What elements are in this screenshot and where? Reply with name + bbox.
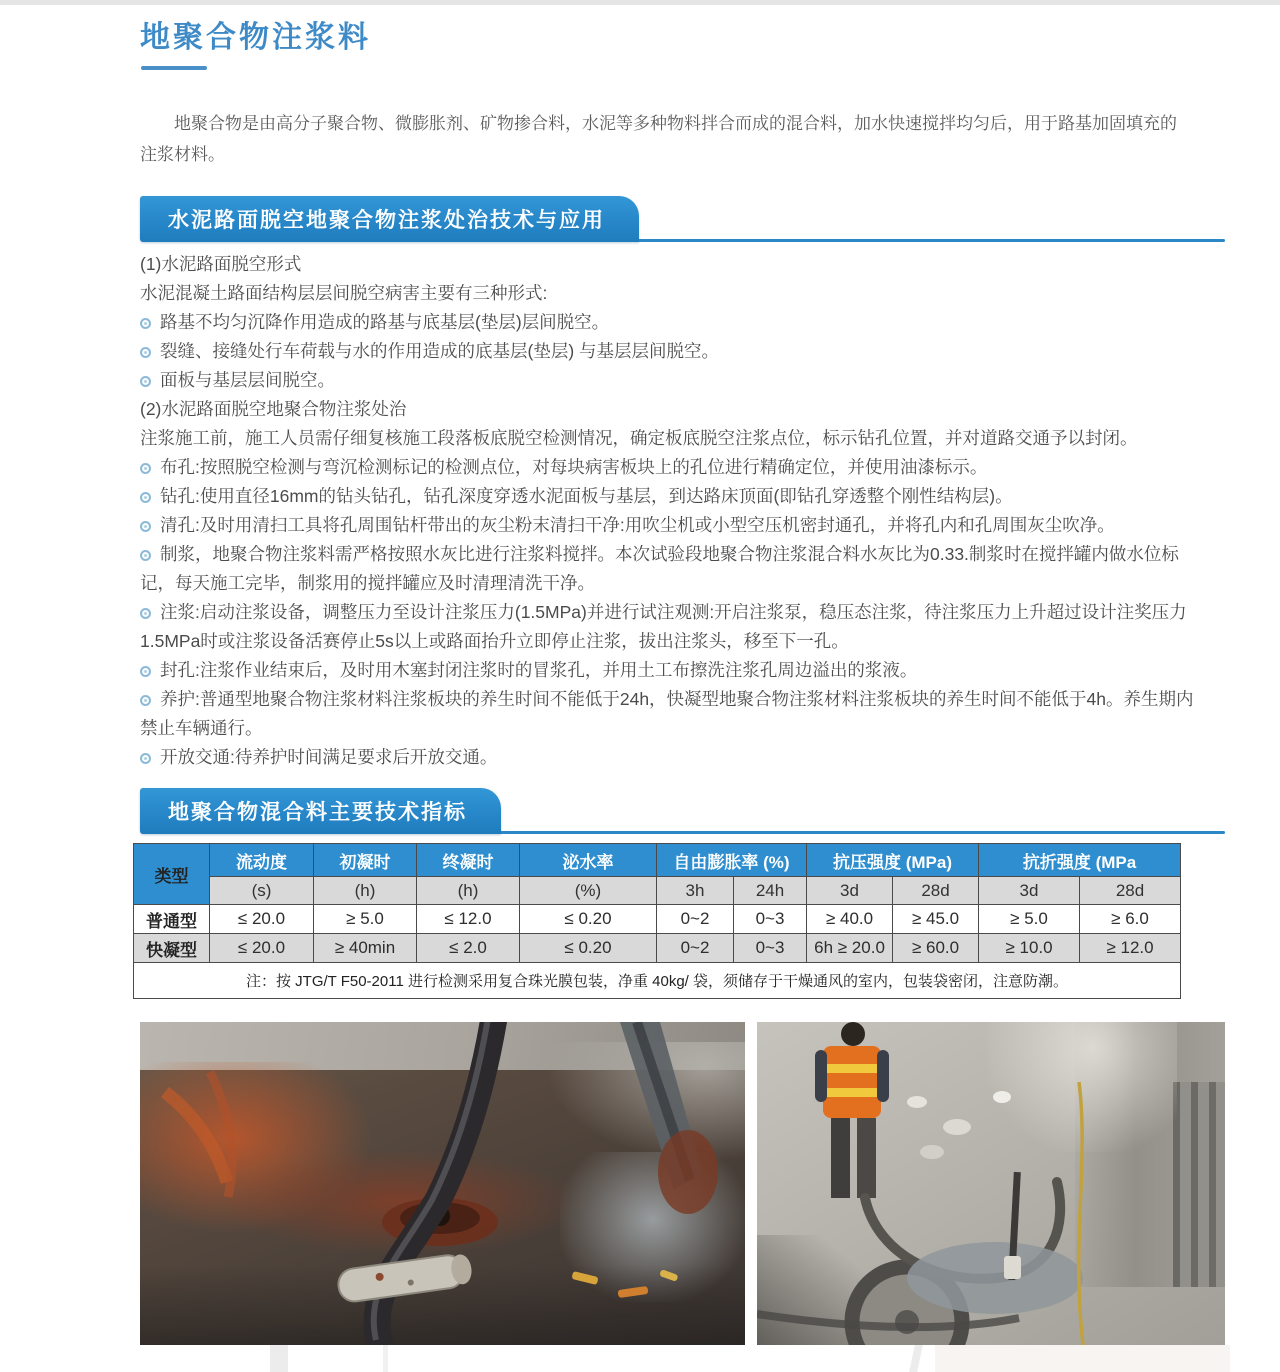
value-cell: ≥ 12.0 [1080, 934, 1181, 963]
ring-bullet-icon [140, 550, 151, 561]
line-text: 水泥混凝土路面结构层层间脱空病害主要有三种形式: [140, 283, 548, 303]
ring-bullet-icon [140, 492, 151, 503]
ring-bullet-icon [140, 376, 151, 387]
value-cell: 0~2 [657, 934, 734, 963]
section-banner-process [140, 196, 1225, 242]
bottom-artifact [909, 1345, 923, 1372]
column-group-header: 抗压强度 (MPa) [807, 844, 979, 877]
column-group-header: 自由膨胀率 (%) [657, 844, 807, 877]
value-cell: ≤ 2.0 [417, 934, 520, 963]
ring-bullet-icon [140, 666, 151, 677]
column-group-header: 抗折强度 (MPa [979, 844, 1181, 877]
value-cell: ≥ 5.0 [979, 905, 1080, 934]
photo-worker-art [757, 1022, 1225, 1345]
value-cell: ≥ 40min [314, 934, 417, 963]
bottom-artifact [935, 1345, 1230, 1372]
table-row [134, 905, 1181, 934]
column-subheader: 3d [979, 877, 1080, 905]
value-cell: ≤ 20.0 [210, 934, 314, 963]
bottom-artifact [383, 1345, 388, 1372]
column-header: 初凝时 [314, 844, 417, 877]
bottom-artifact [270, 1345, 288, 1372]
column-subheader: 24h [734, 877, 807, 905]
row-type-cell: 快凝型 [134, 934, 210, 963]
process-bullet-line [140, 743, 1208, 772]
table-note: 注：按 JTG/T F50-2011 进行检测采用复合珠光膜包装，净重 40kg/ 袋，须储存于干燥通风的室内，包装袋密闭，注意防潮。 [134, 963, 1181, 999]
process-text-line [140, 279, 1208, 308]
process-text-line [140, 424, 1208, 453]
line-text: 注浆:启动注浆设备，调整压力至设计注浆压力(1.5MPa)并进行试注观测:开启注浆泵，稳压态注浆，待注浆压力上升超过设计注奖压力1.5MPa时或注浆设备活赛停止5s以上或路面抬升立即停止注浆，拔出注浆头，移至下一孔。 [140, 602, 1187, 651]
value-cell: ≤ 0.20 [520, 934, 657, 963]
value-cell: ≤ 20.0 [210, 905, 314, 934]
column-header-type: 类型 [134, 844, 210, 905]
line-text: 路基不均匀沉降作用造成的路基与底基层(垫层)层间脱空。 [160, 312, 610, 332]
line-text: 钻孔:使用直径16mm的钻头钻孔，钻孔深度穿透水泥面板与基层，到达路床顶面(即钻孔穿透整个刚性结构层)。 [160, 486, 1013, 506]
title-underline [141, 66, 207, 70]
column-subheader: 3h [657, 877, 734, 905]
ring-bullet-icon [140, 695, 151, 706]
photo-grouting-hole [140, 1022, 745, 1345]
value-cell: 0~3 [734, 905, 807, 934]
line-text: 注浆施工前，施工人员需仔细复核施工段落板底脱空检测情况，确定板底脱空注浆点位，标示钻孔位置，并对道路交通予以封闭。 [140, 428, 1138, 448]
line-text: (1)水泥路面脱空形式 [140, 254, 302, 274]
process-bullet-line [140, 337, 1208, 366]
line-text: 制浆，地聚合物注浆料需严格按照水灰比进行注浆料搅拌。本次试验段地聚合物注浆混合料水灰比为0.33.制浆时在搅拌罐内做水位标记，每天施工完毕，制浆用的搅拌罐应及时清理清洗干净。 [140, 544, 1179, 593]
value-cell: ≤ 12.0 [417, 905, 520, 934]
ring-bullet-icon [140, 753, 151, 764]
line-text: (2)水泥路面脱空地聚合物注浆处治 [140, 399, 407, 419]
process-bullet-line [140, 308, 1208, 337]
page-title: 地聚合物注浆料 [140, 21, 371, 54]
section-heading-rule [501, 831, 1225, 834]
column-subheader: 28d [1080, 877, 1181, 905]
row-type-cell: 普通型 [134, 905, 210, 934]
ring-bullet-icon [140, 318, 151, 329]
column-subheader: 3d [807, 877, 893, 905]
value-cell: ≥ 40.0 [807, 905, 893, 934]
process-bullet-line [140, 511, 1208, 540]
process-bullet-line [140, 366, 1208, 395]
value-cell: 0~3 [734, 934, 807, 963]
value-cell: ≤ 0.20 [520, 905, 657, 934]
line-text: 布孔:按照脱空检测与弯沉检测标记的检测点位，对每块病害板块上的孔位进行精确定位，并使用油漆标示。 [160, 457, 988, 477]
ring-bullet-icon [140, 608, 151, 619]
page-top-edge [0, 0, 1280, 5]
section-banner-specs [140, 788, 1225, 834]
column-subheader: 28d [893, 877, 979, 905]
specs-table [133, 843, 1181, 999]
line-text: 开放交通:待养护时间满足要求后开放交通。 [160, 747, 498, 767]
section-heading-process: 水泥路面脱空地聚合物注浆处治技术与应用 [140, 196, 639, 242]
photo-hose-art [140, 1022, 745, 1345]
column-unit: (h) [314, 877, 417, 905]
process-lines [140, 250, 1208, 772]
column-header: 流动度 [210, 844, 314, 877]
line-text: 清孔:及时用清扫工具将孔周围钻杆带出的灰尘粉末清扫干净:用吹尘机或小型空压机密封通孔，并将孔内和孔周围灰尘吹净。 [160, 515, 1115, 535]
column-unit: (%) [520, 877, 657, 905]
value-cell: ≥ 6.0 [1080, 905, 1181, 934]
process-bullet-line [140, 482, 1208, 511]
section-heading-specs: 地聚合物混合料主要技术指标 [140, 788, 501, 834]
table-row [134, 934, 1181, 963]
column-header: 泌水率 [520, 844, 657, 877]
process-text-line [140, 250, 1208, 279]
process-bullet-line [140, 685, 1208, 743]
line-text: 封孔:注浆作业结束后，及时用木塞封闭注浆时的冒浆孔，并用土工布擦洗注浆孔周边溢出的浆液。 [160, 660, 918, 680]
value-cell: 6h ≥ 20.0 [807, 934, 893, 963]
line-text: 养护:普通型地聚合物注浆材料注浆板块的养生时间不能低于24h，快凝型地聚合物注浆材料注浆板块的养生时间不能低于4h。养生期内禁止车辆通行。 [140, 689, 1194, 738]
process-text-line [140, 395, 1208, 424]
process-bullet-line [140, 540, 1208, 598]
ring-bullet-icon [140, 347, 151, 358]
section-heading-rule [639, 239, 1225, 242]
value-cell: 0~2 [657, 905, 734, 934]
column-header: 终凝时 [417, 844, 520, 877]
intro-paragraph: 地聚合物是由高分子聚合物、微膨胀剂、矿物掺合料，水泥等多种物料拌合而成的混合料，加水快速搅拌均匀后，用于路基加固填充的注浆材料。 [140, 114, 1177, 164]
column-unit: (h) [417, 877, 520, 905]
photo-worksite [757, 1022, 1225, 1345]
line-text: 面板与基层层间脱空。 [160, 370, 335, 390]
ring-bullet-icon [140, 463, 151, 474]
page-bottom-strip [0, 1345, 1280, 1372]
process-bullet-line [140, 453, 1208, 482]
value-cell: ≥ 45.0 [893, 905, 979, 934]
column-unit: (s) [210, 877, 314, 905]
value-cell: ≥ 60.0 [893, 934, 979, 963]
ring-bullet-icon [140, 521, 151, 532]
value-cell: ≥ 10.0 [979, 934, 1080, 963]
line-text: 裂缝、接缝处行车荷载与水的作用造成的底基层(垫层) 与基层层间脱空。 [160, 341, 720, 361]
process-bullet-line [140, 598, 1208, 656]
value-cell: ≥ 5.0 [314, 905, 417, 934]
process-bullet-line [140, 656, 1208, 685]
